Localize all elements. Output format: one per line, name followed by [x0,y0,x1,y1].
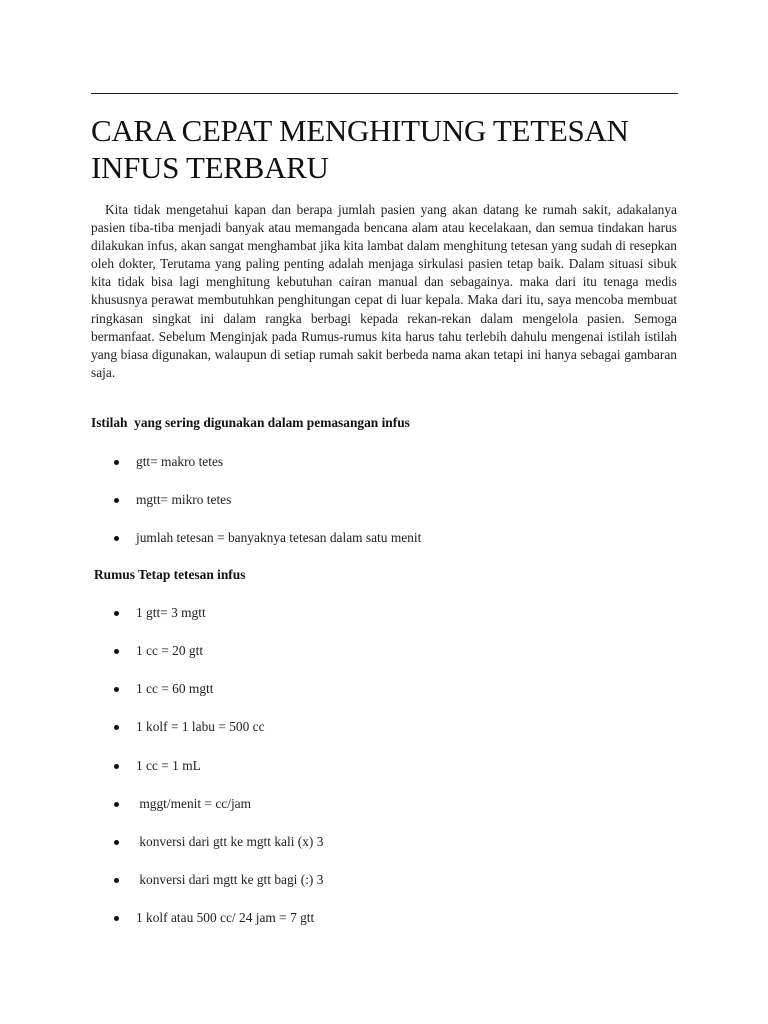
list-item-text: 1 cc = 20 gtt [136,643,204,658]
bullet-icon [114,725,119,730]
bullet-icon [114,687,119,692]
bullet-icon [114,916,119,921]
list-item-text: 1 kolf atau 500 cc/ 24 jam = 7 gtt [136,910,315,925]
list-item-text: jumlah tetesan = banyaknya tetesan dalam satu menit [136,530,422,545]
bullet-icon [114,764,119,769]
bullet-icon [114,536,119,541]
bullet-icon [114,878,119,883]
list-item-text: 1 gtt= 3 mgtt [136,605,206,620]
bullet-icon [114,840,119,845]
list-item-text: 1 cc = 1 mL [136,758,201,773]
section-heading-rumus: Rumus Tetap tetesan infus [94,567,246,582]
list-item-text: gtt= makro tetes [136,454,224,469]
bullet-icon [114,498,119,503]
list-item-text: mgtt= mikro tetes [136,492,232,507]
list-item-text: konversi dari gtt ke mgtt kali (x) 3 [136,834,324,849]
list-item-text: 1 cc = 60 mgtt [136,681,214,696]
bullet-icon [114,460,119,465]
list-item-text: konversi dari mgtt ke gtt bagi (:) 3 [136,872,324,887]
section-heading-istilah: Istilah yang sering digunakan dalam pemasangan infus [91,415,410,430]
document-title: CARA CEPAT MENGHITUNG TETESAN INFUS TERBARU [91,113,629,185]
intro-paragraph: Kita tidak mengetahui kapan dan berapa jumlah pasien yang akan datang ke rumah sakit, adakalanya pasien tiba-tiba menjadi banyak atau memangada bencana alam atau kecelakaan, dan semua tindakan harus dilakukan infus, akan sangat menghambat jika kita lambat dalam menghitung tetesan yang sudah di resepkan oleh dokter, Terutama yang paling penting adalah menjaga sirkulasi pasien tetap baik. Dalam situasi sibuk kita tidak bisa lagi menghitung kebutuhan cairan manual dan sebagainya. maka dari itu tenaga medis khususnya perawat membutuhkan penghitungan cepat di luar kepala. Maka dari itu, saya mencoba membuat ringkasan singkat ini dalam rangka berbagi kepada rekan-rekan dalam mengelola pasien. Semoga bermanfaat. Sebelum Menginjak pada Rumus-rumus kita harus tahu terlebih dahulu mengenai istilah istilah yang biasa digunakan, walaupun di setiap rumah sakit berbeda nama akan tetapi ini hanya sebagai gambaran saja. [91,202,677,380]
bullet-icon [114,802,119,807]
list-item-text: 1 kolf = 1 labu = 500 cc [136,719,265,734]
list-item-text: mggt/menit = cc/jam [136,796,252,811]
bullet-icon [114,611,119,616]
top-horizontal-rule [91,93,678,94]
bullet-icon [114,649,119,654]
